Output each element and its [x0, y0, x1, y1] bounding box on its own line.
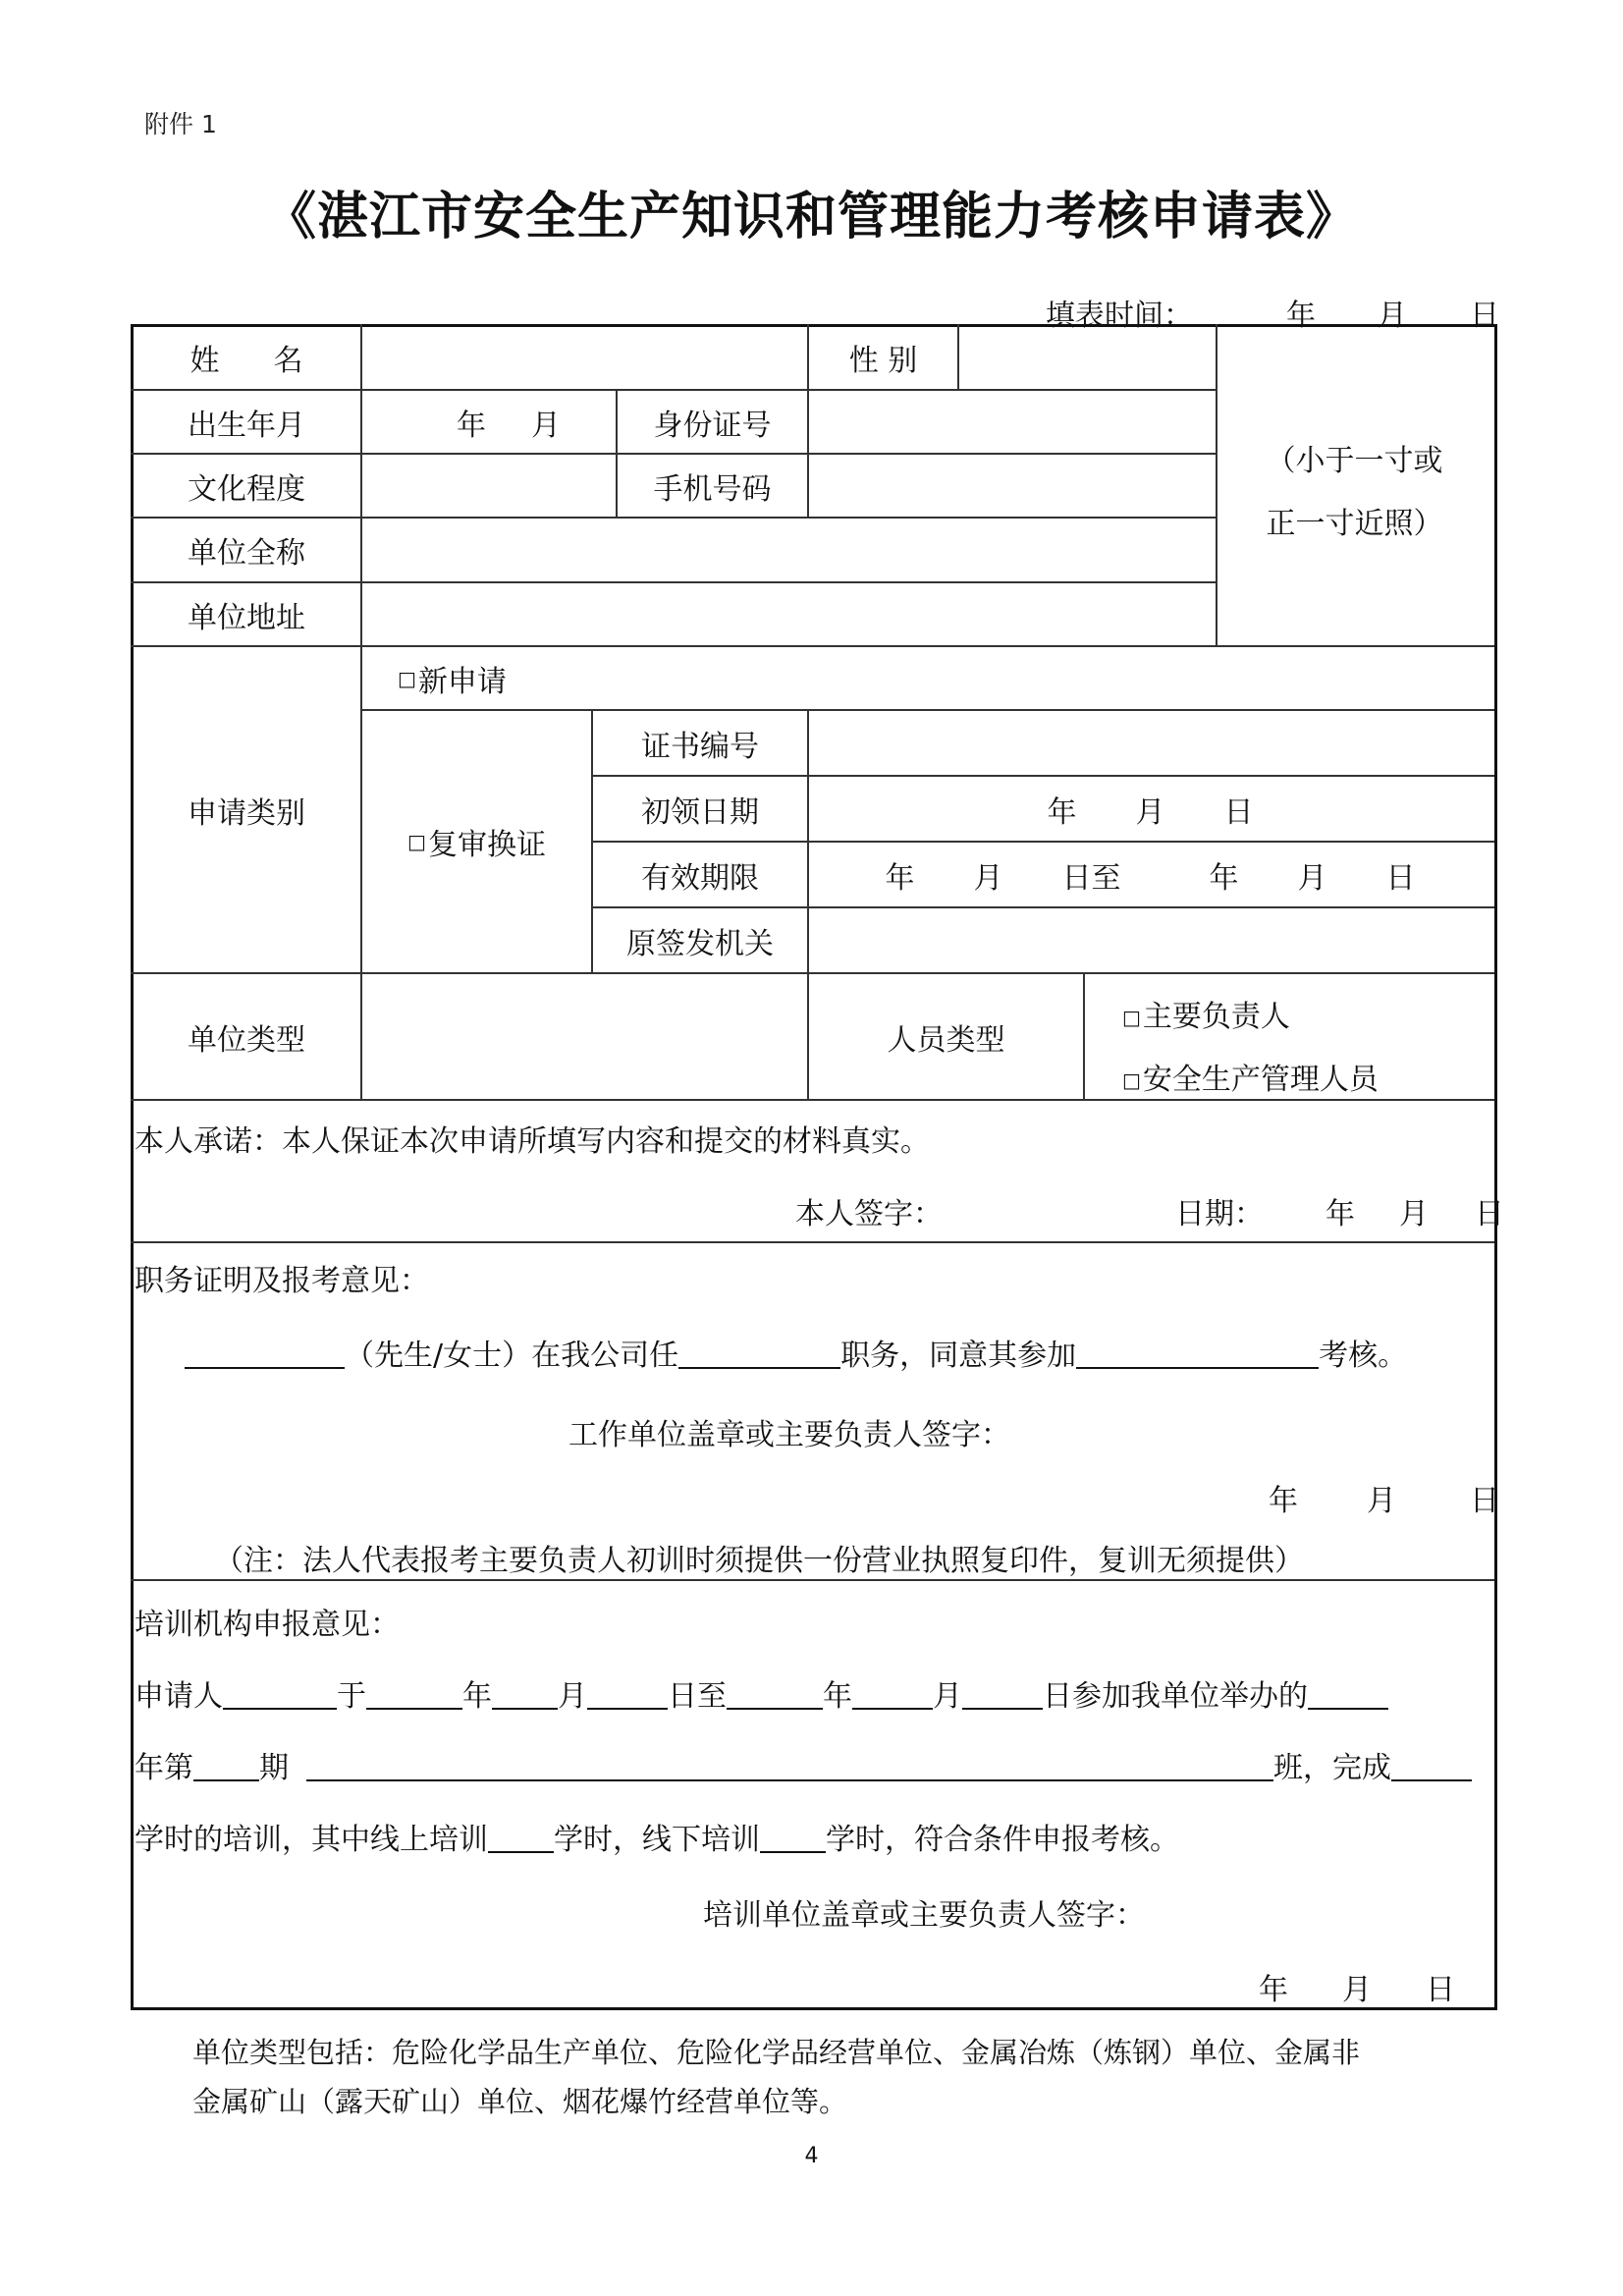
new-application-option[interactable]: [398, 647, 790, 709]
commitment-date-label: 日期：: [1175, 1197, 1264, 1231]
fill-time-day: 日: [1470, 299, 1499, 333]
checkbox-icon[interactable]: □: [1122, 1068, 1141, 1092]
start-day-blank[interactable]: [587, 1682, 668, 1710]
training-line-3: 学时的培训，其中线上培训 学时，线下培训 学时，符合条件申报考核。: [135, 1823, 1179, 1857]
employer-date-month: 月: [1367, 1484, 1396, 1518]
training-line-2: 年第 期 班，完成: [135, 1754, 1472, 1783]
birth-label: 出生年月: [188, 408, 305, 443]
start-month-blank[interactable]: [492, 1682, 558, 1710]
fill-time-year: 年: [1286, 299, 1316, 333]
employer-date-day: 日: [1470, 1484, 1499, 1518]
row-divider: [131, 1099, 1494, 1101]
commitment-day: 日: [1475, 1197, 1504, 1231]
start-year-blank[interactable]: [366, 1682, 462, 1710]
session-blank[interactable]: [193, 1754, 259, 1781]
birth-field[interactable]: [362, 391, 616, 453]
row-divider: [131, 1579, 1494, 1581]
end-day-blank[interactable]: [962, 1682, 1043, 1710]
commitment-text: 本人承诺：本人保证本次申请所填写内容和提交的材料真实。: [135, 1124, 930, 1159]
category-label: 申请类别: [188, 795, 305, 831]
page-title: 《湛江市安全生产知识和管理能力考核申请表》: [264, 187, 1358, 246]
safety-manager-label: 安全生产管理人员: [1142, 1063, 1379, 1097]
applicant-signature-label: 本人签字：: [795, 1197, 943, 1231]
offline-hours-blank[interactable]: [760, 1826, 826, 1853]
training-opinion-heading: 培训机构申报意见：: [135, 1608, 400, 1642]
trainer-stamp-label: 培训单位盖章或主要负责人签字：: [703, 1898, 1145, 1933]
trainer-date-year: 年: [1259, 1973, 1288, 2007]
position-blank[interactable]: [678, 1341, 840, 1369]
renew-option[interactable]: [362, 711, 591, 972]
gender-field[interactable]: [959, 326, 1216, 389]
online-hours-blank[interactable]: [488, 1826, 554, 1853]
checkbox-icon[interactable]: □: [1122, 1006, 1141, 1029]
birth-month-unit: 月: [531, 408, 561, 443]
validity-field[interactable]: [809, 843, 1491, 906]
employment-proof-sentence: [185, 1341, 1407, 1371]
employment-note: （注：法人代表报考主要负责人初训时须提供一份营业执照复印件，复训无须提供）: [214, 1544, 1304, 1578]
training-line-1: 申请人 于 年 月 日至 年 月 日参加我单位举办的: [135, 1682, 1388, 1712]
unit-type-field[interactable]: [362, 974, 807, 1099]
checkbox-icon[interactable]: □: [407, 830, 426, 853]
birth-year-unit: 年: [457, 408, 486, 443]
renew-label: 复审换证: [427, 828, 546, 862]
principal-label: 主要负责人: [1142, 1000, 1290, 1034]
company-address-label: 单位地址: [188, 600, 305, 635]
education-label: 文化程度: [188, 471, 305, 507]
fill-time-month: 月: [1378, 299, 1407, 333]
employment-proof-heading: 职务证明及报考意见：: [135, 1264, 429, 1298]
photo-slot[interactable]: [1217, 326, 1491, 645]
employer-date-year: 年: [1269, 1484, 1298, 1518]
photo-hint-line2: 正一寸近照）: [1266, 507, 1443, 541]
first-issue-field[interactable]: 年 月 日: [1047, 794, 1254, 830]
first-issue-label: 初领日期: [641, 794, 759, 830]
applicant-blank[interactable]: [223, 1682, 337, 1710]
photo-hint-line1: （小于一寸或: [1266, 444, 1443, 478]
total-hours-blank[interactable]: [1391, 1754, 1472, 1781]
personnel-option-safety-manager[interactable]: [1122, 1063, 1379, 1097]
trainer-date-day: 日: [1426, 1973, 1455, 2007]
exam-blank[interactable]: [1076, 1341, 1319, 1369]
class-year-blank[interactable]: [1308, 1682, 1388, 1710]
cert-no-label: 证书编号: [641, 729, 759, 764]
sentence-part1: （先生/女士）在我公司任: [345, 1339, 679, 1373]
name-field[interactable]: [362, 326, 807, 389]
personnel-type-label: 人员类型: [887, 1022, 1005, 1058]
name-label: 姓名: [189, 344, 357, 378]
unit-type-label: 单位类型: [188, 1022, 305, 1058]
end-month-blank[interactable]: [852, 1682, 933, 1710]
col-divider: [1083, 972, 1085, 1099]
validity-from: 年 月 日至: [885, 860, 1121, 896]
phone-field[interactable]: [809, 455, 1216, 517]
company-name-field[interactable]: [362, 519, 1216, 581]
fill-time-label: 填表时间：: [1046, 299, 1193, 333]
commitment-month: 月: [1399, 1197, 1429, 1231]
attachment-label: 附件 1: [144, 110, 217, 138]
footnote-line2: 金属矿山（露天矿山）单位、烟花爆竹经营单位等。: [192, 2085, 848, 2118]
class-name-blank[interactable]: [306, 1754, 1273, 1781]
phone-label: 手机号码: [653, 471, 772, 507]
gender-label: 性 别: [848, 344, 918, 378]
page-number: 4: [804, 2144, 819, 2168]
end-year-blank[interactable]: [727, 1682, 823, 1710]
sentence-part3: 考核。: [1319, 1339, 1408, 1373]
validity-to: 年 月 日: [1209, 860, 1416, 896]
id-label: 身份证号: [653, 408, 772, 443]
commitment-year: 年: [1325, 1197, 1355, 1231]
trainer-date-month: 月: [1342, 1973, 1372, 2007]
issuer-label: 原签发机关: [626, 926, 774, 961]
applicant-name-blank[interactable]: [185, 1341, 345, 1369]
validity-label: 有效期限: [641, 860, 759, 896]
sentence-part2: 职务，同意其参加: [840, 1339, 1077, 1373]
education-field[interactable]: [362, 455, 616, 517]
new-application-label: 新申请: [417, 664, 507, 699]
footnote-line1: 单位类型包括：危险化学品生产单位、危险化学品经营单位、金属冶炼（炼钢）单位、金属非: [192, 2036, 1361, 2069]
issuer-field[interactable]: [809, 908, 1491, 972]
row-divider: [131, 1241, 1494, 1243]
personnel-option-principal[interactable]: [1122, 1000, 1290, 1034]
cert-no-field[interactable]: [809, 711, 1491, 775]
company-name-label: 单位全称: [188, 536, 305, 571]
id-field[interactable]: [809, 391, 1216, 453]
employer-stamp-label: 工作单位盖章或主要负责人签字：: [568, 1418, 1010, 1452]
company-address-field[interactable]: [362, 583, 1216, 645]
checkbox-icon[interactable]: □: [398, 666, 416, 690]
